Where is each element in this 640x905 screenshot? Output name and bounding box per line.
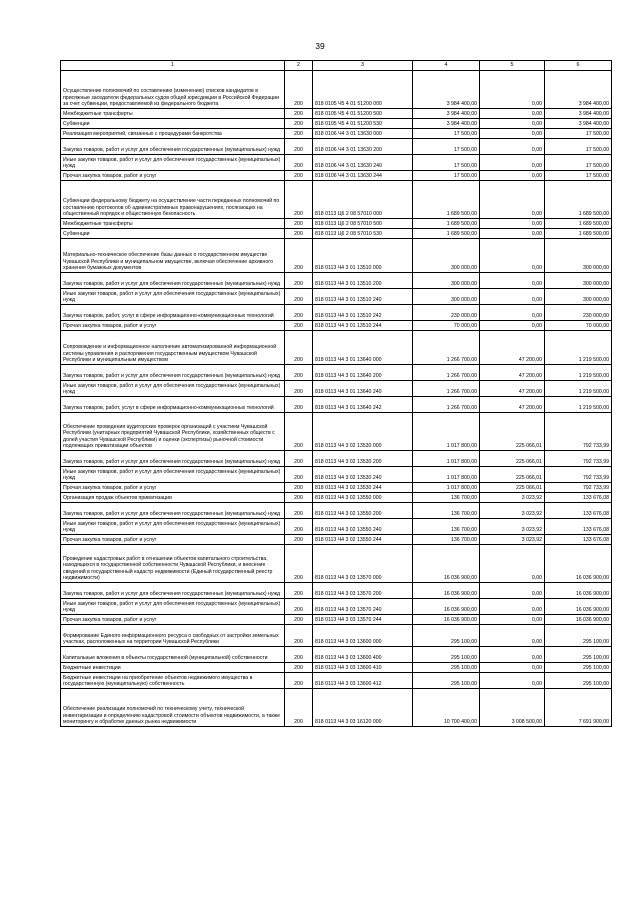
row-rest-cell: 133 676,08: [545, 535, 612, 545]
table-row: [61, 139, 612, 155]
row-grbs-cell: 200: [285, 599, 313, 615]
row-exec-cell: 0,00: [480, 119, 545, 129]
table-row: [61, 289, 612, 305]
row-name-cell: Иные закупки товаров, работ и услуг для обеспечения государственных (муниципальных) нужд: [61, 519, 285, 535]
row-code-cell: 818 0113 Ц6 2 08 57010 000: [313, 181, 413, 219]
row-code-cell: 818 0113 Ч4 3 01 13640 200: [313, 365, 413, 381]
row-name-cell: Обеспечение реализации полномочий по техническому учету, технической инвентаризации и определению кадастровой стоимости объектов недвижимости, а также мониторингу и обработке данных рынка недвижимости: [61, 689, 285, 727]
row-exec-cell: 0,00: [480, 71, 545, 109]
row-code-cell: 818 0113 Ч4 3 01 13640 240: [313, 381, 413, 397]
row-code-cell: 818 0106 Ч4 3 01 13630 000: [313, 129, 413, 139]
row-name-cell: Осуществление полномочий по составлению (изменению) списков кандидатов в присяжные заседатели федеральных судов общей юрисдикции в Российской Федерации за счет субвенции, предоставляемой из федерального бюджета: [61, 71, 285, 109]
table-row: [61, 397, 612, 413]
table-header-row: [61, 61, 612, 71]
row-exec-cell: 0,00: [480, 219, 545, 229]
row-code-cell: 818 0113 Ч4 3 01 13510 240: [313, 289, 413, 305]
row-grbs-cell: 200: [285, 239, 313, 273]
row-name-cell: Прочая закупка товаров, работ и услуг: [61, 535, 285, 545]
table-row: [61, 305, 612, 321]
row-plan-cell: 3 984 400,00: [413, 119, 480, 129]
row-code-cell: 818 0106 Ч4 3 01 13630 200: [313, 139, 413, 155]
row-code-cell: 818 0113 Ч4 3 03 13600 000: [313, 625, 413, 647]
row-exec-cell: 3 008 500,00: [480, 689, 545, 727]
row-code-cell: 818 0106 Ч4 3 01 13630 240: [313, 155, 413, 171]
row-plan-cell: 300 000,00: [413, 239, 480, 273]
row-plan-cell: 1 689 500,00: [413, 219, 480, 229]
row-plan-cell: 295 100,00: [413, 647, 480, 663]
row-name-cell: Субвенции: [61, 229, 285, 239]
table-row: [61, 545, 612, 583]
row-rest-cell: 300 000,00: [545, 273, 612, 289]
row-exec-cell: 0,00: [480, 673, 545, 689]
row-code-cell: 818 0113 Ч4 3 03 13600 400: [313, 647, 413, 663]
row-name-cell: Прочая закупка товаров, работ и услуг: [61, 171, 285, 181]
table-row: [61, 71, 612, 109]
row-name-cell: Формирование Единого информационного ресурса о свободных от застройки земельных участках, расположенных на территории Чувашской Республики: [61, 625, 285, 647]
row-name-cell: Закупка товаров, работ, услуг в сфере информационно-коммуникационных технологий: [61, 397, 285, 413]
row-rest-cell: 295 100,00: [545, 625, 612, 647]
row-name-cell: Реализация мероприятий, связанных с процедурами банкротства: [61, 129, 285, 139]
row-rest-cell: 1 219 500,00: [545, 331, 612, 365]
row-name-cell: Иные закупки товаров, работ и услуг для обеспечения государственных (муниципальных) нужд: [61, 155, 285, 171]
table-row: [61, 689, 612, 727]
row-grbs-cell: 200: [285, 519, 313, 535]
row-name-cell: Межбюджетные трансферты: [61, 219, 285, 229]
table-row: [61, 155, 612, 171]
row-plan-cell: 1 017 800,00: [413, 483, 480, 493]
row-plan-cell: 295 100,00: [413, 625, 480, 647]
row-rest-cell: 3 984 400,00: [545, 71, 612, 109]
row-exec-cell: 0,00: [480, 239, 545, 273]
row-grbs-cell: 200: [285, 181, 313, 219]
row-plan-cell: 295 100,00: [413, 663, 480, 673]
row-grbs-cell: 200: [285, 229, 313, 239]
row-exec-cell: 47 200,00: [480, 397, 545, 413]
row-rest-cell: 17 500,00: [545, 129, 612, 139]
row-name-cell: Закупка товаров, работ и услуг для обеспечения государственных (муниципальных) нужд: [61, 273, 285, 289]
row-rest-cell: 1 219 500,00: [545, 365, 612, 381]
row-exec-cell: 3 023,92: [480, 493, 545, 503]
row-rest-cell: 133 676,08: [545, 503, 612, 519]
row-rest-cell: 792 733,99: [545, 483, 612, 493]
row-plan-cell: 1 689 500,00: [413, 229, 480, 239]
row-code-cell: 818 0113 Ц6 2 08 57010 530: [313, 229, 413, 239]
row-exec-cell: 0,00: [480, 625, 545, 647]
row-grbs-cell: 200: [285, 273, 313, 289]
row-plan-cell: 1 266 700,00: [413, 365, 480, 381]
row-exec-cell: 3 023,92: [480, 519, 545, 535]
table-row: [61, 535, 612, 545]
table-row: [61, 615, 612, 625]
row-plan-cell: 295 100,00: [413, 673, 480, 689]
table-row: [61, 467, 612, 483]
row-rest-cell: 1 689 500,00: [545, 181, 612, 219]
row-plan-cell: 17 500,00: [413, 155, 480, 171]
row-rest-cell: 17 500,00: [545, 139, 612, 155]
table-row: [61, 663, 612, 673]
row-grbs-cell: 200: [285, 305, 313, 321]
table-row: [61, 219, 612, 229]
row-exec-cell: 0,00: [480, 305, 545, 321]
row-exec-cell: 0,00: [480, 181, 545, 219]
table-row: [61, 273, 612, 289]
row-rest-cell: 16 036 900,00: [545, 545, 612, 583]
row-exec-cell: 0,00: [480, 129, 545, 139]
row-rest-cell: 792 733,99: [545, 413, 612, 451]
row-exec-cell: 0,00: [480, 615, 545, 625]
row-code-cell: 818 0105 Ч5 4 01 51200 000: [313, 71, 413, 109]
row-plan-cell: 136 700,00: [413, 503, 480, 519]
row-name-cell: Закупка товаров, работ и услуг для обеспечения государственных (муниципальных) нужд: [61, 139, 285, 155]
row-grbs-cell: 200: [285, 381, 313, 397]
row-code-cell: 818 0113 Ч4 3 01 13640 242: [313, 397, 413, 413]
row-exec-cell: 0,00: [480, 663, 545, 673]
row-exec-cell: 0,00: [480, 289, 545, 305]
table-row: [61, 381, 612, 397]
row-grbs-cell: 200: [285, 535, 313, 545]
row-code-cell: 818 0113 Ч4 3 01 13510 244: [313, 321, 413, 331]
row-code-cell: 818 0113 Ч4 3 03 13570 240: [313, 599, 413, 615]
table-row: [61, 451, 612, 467]
row-rest-cell: 1 219 500,00: [545, 381, 612, 397]
row-code-cell: 818 0113 Ч4 3 03 16120 000: [313, 689, 413, 727]
row-rest-cell: 1 219 500,00: [545, 397, 612, 413]
row-exec-cell: 225 066,01: [480, 451, 545, 467]
row-grbs-cell: 200: [285, 331, 313, 365]
table-row: [61, 519, 612, 535]
row-plan-cell: 1 017 800,00: [413, 413, 480, 451]
row-grbs-cell: 200: [285, 365, 313, 381]
column-header: 5: [480, 61, 545, 71]
row-code-cell: 818 0113 Ч4 3 01 13510 000: [313, 239, 413, 273]
row-plan-cell: 1 266 700,00: [413, 331, 480, 365]
row-plan-cell: 136 700,00: [413, 493, 480, 503]
table-row: [61, 413, 612, 451]
row-plan-cell: 3 984 400,00: [413, 71, 480, 109]
row-rest-cell: 7 691 900,00: [545, 689, 612, 727]
column-header: 2: [285, 61, 313, 71]
row-plan-cell: 70 000,00: [413, 321, 480, 331]
row-plan-cell: 300 000,00: [413, 273, 480, 289]
row-exec-cell: 225 066,01: [480, 413, 545, 451]
row-code-cell: 818 0113 Ч4 3 02 13530 200: [313, 451, 413, 467]
row-name-cell: Субвенции федеральному бюджету на осуществление части переданных полномочий по составлению протоколов об административных правонарушениях, посягающих на общественный порядок и общественную безопасность: [61, 181, 285, 219]
row-code-cell: 818 0113 Ч4 3 02 13550 240: [313, 519, 413, 535]
row-rest-cell: 17 500,00: [545, 171, 612, 181]
row-exec-cell: 47 200,00: [480, 331, 545, 365]
row-plan-cell: 136 700,00: [413, 535, 480, 545]
row-code-cell: 818 0113 Ч4 3 03 13570 200: [313, 583, 413, 599]
row-rest-cell: 70 000,00: [545, 321, 612, 331]
row-code-cell: 818 0113 Ч4 3 03 13570 000: [313, 545, 413, 583]
page-number: 39: [315, 41, 325, 51]
row-plan-cell: 17 500,00: [413, 129, 480, 139]
row-rest-cell: 295 100,00: [545, 663, 612, 673]
row-name-cell: Иные закупки товаров, работ и услуг для обеспечения государственных (муниципальных) нужд: [61, 599, 285, 615]
row-name-cell: Субвенции: [61, 119, 285, 129]
table-row: [61, 493, 612, 503]
row-name-cell: Капитальные вложения в объекты государственной (муниципальной) собственности: [61, 647, 285, 663]
row-exec-cell: 0,00: [480, 599, 545, 615]
row-grbs-cell: 200: [285, 625, 313, 647]
table-row: [61, 583, 612, 599]
row-name-cell: Организация продаж объектов приватизации: [61, 493, 285, 503]
table-row: [61, 331, 612, 365]
row-code-cell: 818 0105 Ч5 4 01 51200 500: [313, 109, 413, 119]
row-rest-cell: 3 984 400,00: [545, 119, 612, 129]
row-exec-cell: 0,00: [480, 583, 545, 599]
table-row: [61, 365, 612, 381]
row-rest-cell: 300 000,00: [545, 239, 612, 273]
row-exec-cell: 0,00: [480, 109, 545, 119]
row-code-cell: 818 0113 Ч4 3 01 13510 242: [313, 305, 413, 321]
row-exec-cell: 0,00: [480, 171, 545, 181]
table-row: [61, 239, 612, 273]
row-rest-cell: 230 000,00: [545, 305, 612, 321]
row-plan-cell: 10 700 400,00: [413, 689, 480, 727]
row-name-cell: Иные закупки товаров, работ и услуг для обеспечения государственных (муниципальных) нужд: [61, 467, 285, 483]
row-grbs-cell: 200: [285, 545, 313, 583]
row-name-cell: Иные закупки товаров, работ и услуг для обеспечения государственных (муниципальных) нужд: [61, 289, 285, 305]
row-grbs-cell: 200: [285, 467, 313, 483]
row-exec-cell: 0,00: [480, 321, 545, 331]
row-grbs-cell: 200: [285, 289, 313, 305]
row-grbs-cell: 200: [285, 503, 313, 519]
table-row: [61, 625, 612, 647]
row-plan-cell: 1 266 700,00: [413, 381, 480, 397]
row-name-cell: Материально-техническое обеспечение базы данных о государственном имуществе Чувашской Республики и муниципальном имуществе, включая обеспечение архивного хранения бумажных документов: [61, 239, 285, 273]
row-name-cell: Иные закупки товаров, работ и услуг для обеспечения государственных (муниципальных) нужд: [61, 381, 285, 397]
row-plan-cell: 16 036 900,00: [413, 615, 480, 625]
row-exec-cell: 0,00: [480, 545, 545, 583]
row-plan-cell: 1 017 800,00: [413, 467, 480, 483]
row-plan-cell: 3 984 400,00: [413, 109, 480, 119]
row-grbs-cell: 200: [285, 109, 313, 119]
column-header: 3: [313, 61, 413, 71]
row-grbs-cell: 200: [285, 615, 313, 625]
row-name-cell: Прочая закупка товаров, работ и услуг: [61, 483, 285, 493]
table-row: [61, 483, 612, 493]
row-exec-cell: 0,00: [480, 155, 545, 171]
column-header: 6: [545, 61, 612, 71]
row-grbs-cell: 200: [285, 451, 313, 467]
row-code-cell: 818 0113 Ч4 3 02 13530 244: [313, 483, 413, 493]
row-code-cell: 818 0113 Ч4 3 02 13550 244: [313, 535, 413, 545]
row-name-cell: Обеспечение проведения аудиторских проверок организаций с участием Чувашской Республики (унитарных предприятий Чувашской Республики, хозяйственных обществ с долей участия Чувашской Республики) и оценки (экспертизы) рыночной стоимости подлежащих приватизации объектов: [61, 413, 285, 451]
row-exec-cell: 3 023,92: [480, 503, 545, 519]
row-grbs-cell: 200: [285, 129, 313, 139]
row-rest-cell: 133 676,08: [545, 519, 612, 535]
row-rest-cell: 3 984 400,00: [545, 109, 612, 119]
row-code-cell: 818 0113 Ч4 3 02 13530 000: [313, 413, 413, 451]
table-row: [61, 599, 612, 615]
row-grbs-cell: 200: [285, 139, 313, 155]
row-rest-cell: 1 689 500,00: [545, 229, 612, 239]
row-plan-cell: 1 017 800,00: [413, 451, 480, 467]
row-name-cell: Закупка товаров, работ и услуг для обеспечения государственных (муниципальных) нужд: [61, 365, 285, 381]
row-grbs-cell: 200: [285, 493, 313, 503]
table-row: [61, 129, 612, 139]
row-plan-cell: 1 689 500,00: [413, 181, 480, 219]
row-exec-cell: 0,00: [480, 229, 545, 239]
row-rest-cell: 16 036 900,00: [545, 615, 612, 625]
budget-table: [60, 60, 612, 727]
table-row: [61, 109, 612, 119]
row-exec-cell: 0,00: [480, 273, 545, 289]
row-grbs-cell: 200: [285, 647, 313, 663]
row-grbs-cell: 200: [285, 321, 313, 331]
row-grbs-cell: 200: [285, 219, 313, 229]
column-header: 1: [61, 61, 285, 71]
row-name-cell: Прочая закупка товаров, работ и услуг: [61, 615, 285, 625]
row-grbs-cell: 200: [285, 413, 313, 451]
row-exec-cell: 47 200,00: [480, 381, 545, 397]
row-rest-cell: 295 100,00: [545, 647, 612, 663]
row-rest-cell: 16 036 900,00: [545, 599, 612, 615]
row-code-cell: 818 0113 Ч4 3 03 13570 244: [313, 615, 413, 625]
row-plan-cell: 16 036 900,00: [413, 599, 480, 615]
row-grbs-cell: 200: [285, 397, 313, 413]
table-row: [61, 119, 612, 129]
row-rest-cell: 133 676,08: [545, 493, 612, 503]
row-plan-cell: 136 700,00: [413, 519, 480, 535]
row-code-cell: 818 0106 Ч4 3 01 13630 244: [313, 171, 413, 181]
column-header: 4: [413, 61, 480, 71]
row-code-cell: 818 0105 Ч5 4 01 51200 530: [313, 119, 413, 129]
row-plan-cell: 16 036 900,00: [413, 583, 480, 599]
row-rest-cell: 792 733,99: [545, 467, 612, 483]
table-row: [61, 229, 612, 239]
row-exec-cell: 3 023,92: [480, 535, 545, 545]
row-name-cell: Закупка товаров, работ и услуг для обеспечения государственных (муниципальных) нужд: [61, 503, 285, 519]
row-exec-cell: 225 066,01: [480, 483, 545, 493]
row-exec-cell: 0,00: [480, 139, 545, 155]
row-rest-cell: 17 500,00: [545, 155, 612, 171]
row-grbs-cell: 200: [285, 155, 313, 171]
row-plan-cell: 300 000,00: [413, 289, 480, 305]
row-rest-cell: 1 689 500,00: [545, 219, 612, 229]
row-grbs-cell: 200: [285, 119, 313, 129]
row-plan-cell: 1 266 700,00: [413, 397, 480, 413]
table-row: [61, 673, 612, 689]
row-grbs-cell: 200: [285, 583, 313, 599]
row-code-cell: 818 0113 Ч4 3 03 13600 412: [313, 673, 413, 689]
row-code-cell: 818 0113 Ч4 3 03 13600 410: [313, 663, 413, 673]
row-plan-cell: 17 500,00: [413, 139, 480, 155]
row-code-cell: 818 0113 Ц6 2 08 57010 500: [313, 219, 413, 229]
row-grbs-cell: 200: [285, 483, 313, 493]
row-grbs-cell: 200: [285, 71, 313, 109]
row-name-cell: Закупка товаров, работ, услуг в сфере информационно-коммуникационных технологий: [61, 305, 285, 321]
row-name-cell: Прочая закупка товаров, работ и услуг: [61, 321, 285, 331]
row-code-cell: 818 0113 Ч4 3 02 13550 200: [313, 503, 413, 519]
table-row: [61, 171, 612, 181]
row-rest-cell: 792 733,99: [545, 451, 612, 467]
table-row: [61, 503, 612, 519]
row-code-cell: 818 0113 Ч4 3 01 13640 000: [313, 331, 413, 365]
row-plan-cell: 17 500,00: [413, 171, 480, 181]
row-grbs-cell: 200: [285, 171, 313, 181]
row-rest-cell: 16 036 900,00: [545, 583, 612, 599]
table-row: [61, 647, 612, 663]
row-plan-cell: 16 036 900,00: [413, 545, 480, 583]
row-rest-cell: 300 000,00: [545, 289, 612, 305]
row-exec-cell: 47 200,00: [480, 365, 545, 381]
row-grbs-cell: 200: [285, 673, 313, 689]
row-exec-cell: 225 066,01: [480, 467, 545, 483]
row-name-cell: Проведение кадастровых работ в отношении объектов капитального строительства, находящихся в государственной собственности Чувашской Республики, и внесение сведений в государственный кадастр недвижимости (Единый государственный реестр недвижимости): [61, 545, 285, 583]
row-name-cell: Межбюджетные трансферты: [61, 109, 285, 119]
row-grbs-cell: 200: [285, 663, 313, 673]
row-plan-cell: 230 000,00: [413, 305, 480, 321]
table-row: [61, 181, 612, 219]
table-row: [61, 321, 612, 331]
row-name-cell: Закупка товаров, работ и услуг для обеспечения государственных (муниципальных) нужд: [61, 451, 285, 467]
row-name-cell: Бюджетные инвестиции: [61, 663, 285, 673]
row-exec-cell: 0,00: [480, 647, 545, 663]
row-code-cell: 818 0113 Ч4 3 02 13550 000: [313, 493, 413, 503]
row-code-cell: 818 0113 Ч4 3 02 13530 240: [313, 467, 413, 483]
row-grbs-cell: 200: [285, 689, 313, 727]
row-name-cell: Бюджетные инвестиции на приобретение объектов недвижимого имущества в государственную (муниципальную) собственность: [61, 673, 285, 689]
row-rest-cell: 295 100,00: [545, 673, 612, 689]
row-name-cell: Сопровождение и информационное наполнение автоматизированной информационной системы управления и распоряжения государственным имуществом Чувашской Республики и муниципальным имуществом: [61, 331, 285, 365]
row-name-cell: Закупка товаров, работ и услуг для обеспечения государственных (муниципальных) нужд: [61, 583, 285, 599]
row-code-cell: 818 0113 Ч4 3 01 13510 200: [313, 273, 413, 289]
